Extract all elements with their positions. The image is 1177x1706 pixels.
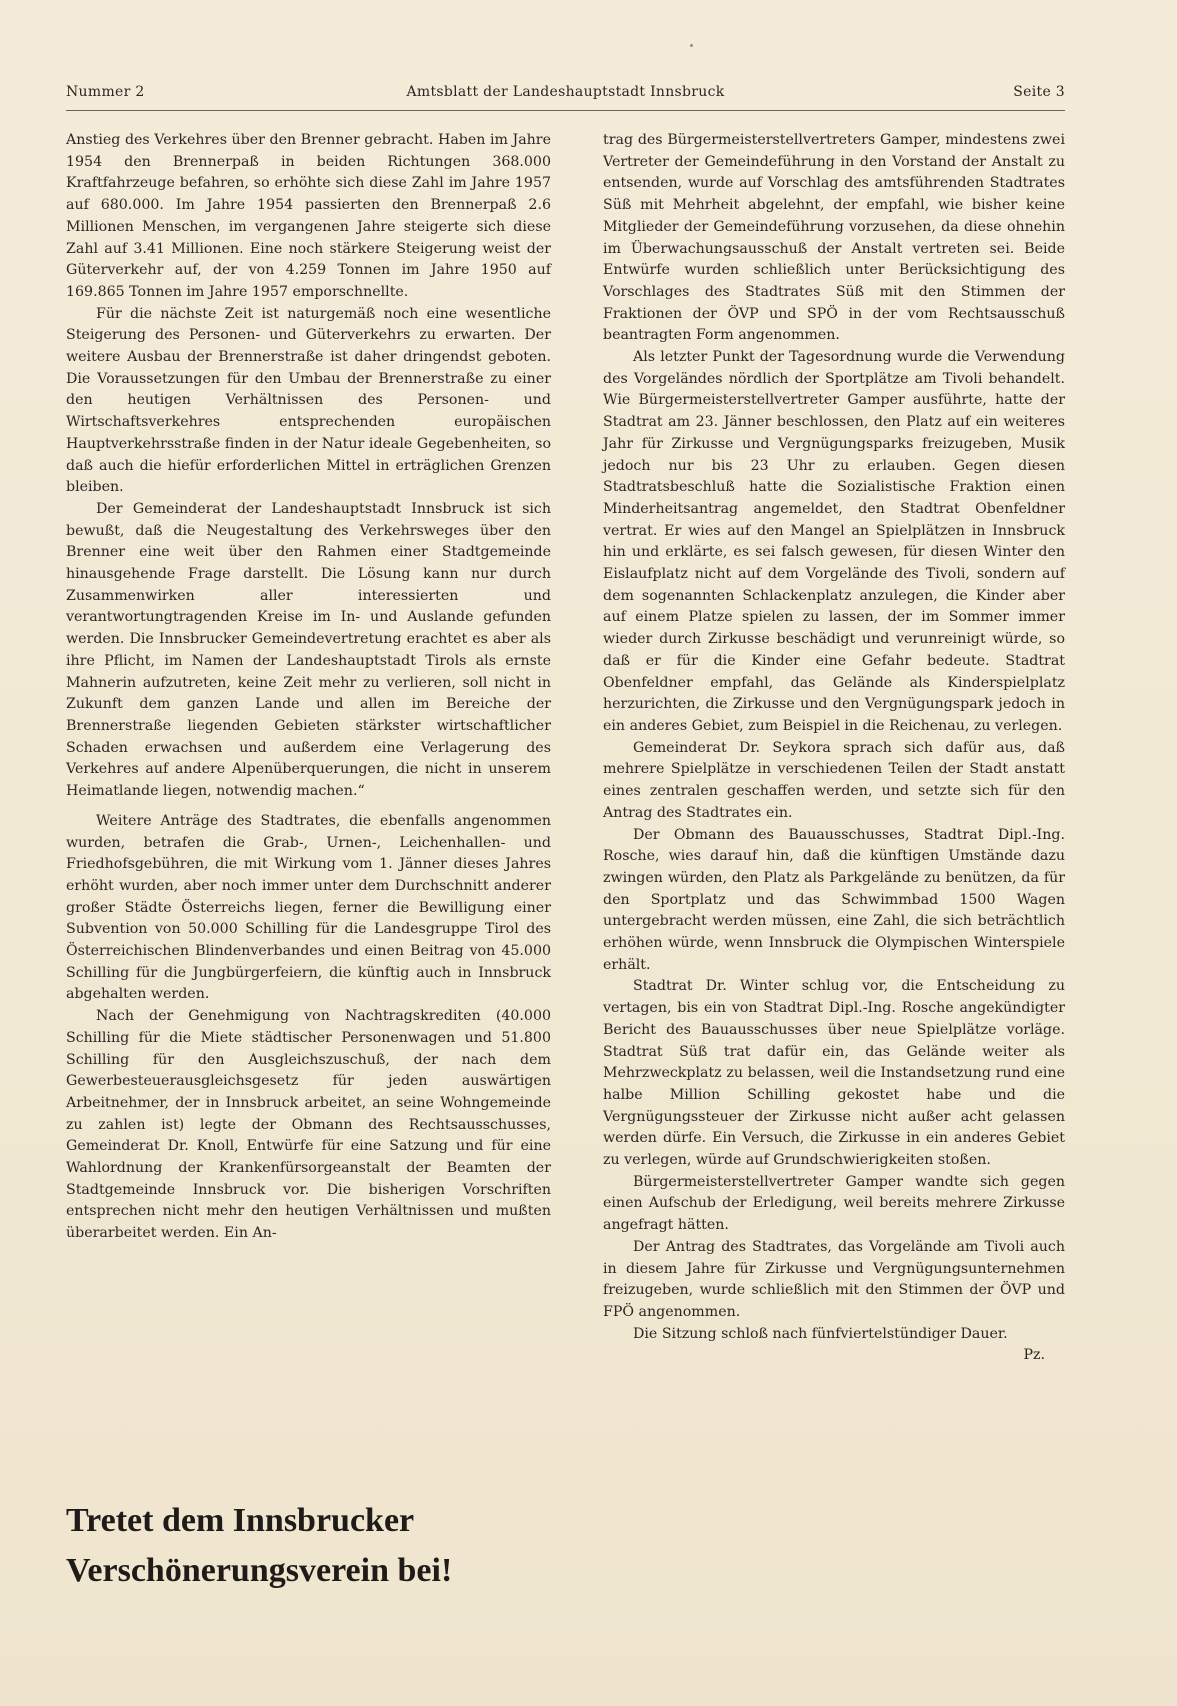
issue-number: Nummer 2 xyxy=(66,84,145,100)
publication-title: Amtsblatt der Landeshauptstadt Innsbruck xyxy=(406,84,725,100)
slogan-advertisement xyxy=(66,1496,566,1596)
paragraph: Der Gemeinderat der Landeshauptstadt Innsbruck ist sich bewußt, daß die Neugestaltung des Verkehrsweges über den Brenner eine weit über den Rahmen einer Stadtgemeinde hinausgehende Frage darstellt. Die Lösung kann nur durch Zusammenwirken aller interessierten und verantwortungtragenden Kreise im In- und Auslande gefunden werden. Die Innsbrucker Gemeindevertretung erachtet es aber als ihre Pflicht, im Namen der Landeshauptstadt Tirols als ernste Mahnerin aufzutreten, keine Zeit mehr zu verlieren, soll nicht in Zukunft dem ganzen Lande und allen im Bereiche der Brennerstraße liegenden Gebieten stärkster wirtschaftlicher Schaden erwachsen und außerdem eine Verlagerung des Verkehres auf andere Alpenüberquerungen, die nicht in unserem Heimatlande liegen, notwendig machen.“ xyxy=(66,500,551,800)
header-rule xyxy=(66,110,1065,111)
paragraph: Der Antrag des Stadtrates, das Vorgelände am Tivoli auch in diesem Jahre für Zirkusse und Vergnügungsunternehmen freizugeben, wurde schließlich mit den Stimmen der ÖVP und FPÖ angenommen. xyxy=(603,1238,1065,1320)
print-speck xyxy=(690,44,693,47)
right-column xyxy=(603,130,1065,1367)
paragraph: Die Sitzung schloß nach fünfviertelstündiger Dauer. xyxy=(633,1325,1008,1342)
page-header xyxy=(66,84,1065,108)
paragraph: Weitere Anträge des Stadtrates, die ebenfalls angenommen wurden, betrafen die Grab-, Urnen-, Leichenhallen- und Friedhofsgebühren, die mit Wirkung vom 1. Jänner dieses Jahres erhöht wurden, aber noch immer unter dem Durchschnitt anderer großer Städte Österreichs liegen, ferner die Bewilligung einer Subvention von 50.000 Schilling für die Landesgruppe Tirol des Österreichischen Blindenverbandes und einen Beitrag von 45.000 Schilling für die Jungbürgerfeiern, die künftig auch in Innsbruck abgehalten werden. xyxy=(66,812,551,1003)
paragraph: Der Obmann des Bauausschusses, Stadtrat Dipl.-Ing. Rosche, wies darauf hin, daß die künftigen Umstände dazu zwingen würden, den Platz als Parkgelände zu benützen, da für den Sportplatz und das Schwimmbad 1500 Wagen untergebracht werden müssen, eine Zahl, die sich beträchtlich erhöhen würde, wenn Innsbruck die Olympischen Winterspiele erhält. xyxy=(603,826,1065,973)
paragraph: Anstieg des Verkehres über den Brenner gebracht. Haben im Jahre 1954 den Brennerpaß in beiden Richtungen 368.000 Kraftfahrzeuge befahren, so erhöhte sich diese Zahl im Jahre 1957 auf 680.000. Im Jahre 1954 passierten den Brennerpaß 2.6 Millionen Menschen, im vergangenen Jahre steigerte sich diese Zahl auf 3.41 Millionen. Eine noch stärkere Steigerung weist der Güterverkehr auf, der von 4.259 Tonnen im Jahre 1950 auf 169.865 Tonnen im Jahre 1957 emporschnellte. xyxy=(66,132,551,300)
paragraph: Gemeinderat Dr. Seykora sprach sich dafür aus, daß mehrere Spielplätze in verschiedenen Teilen der Stadt anstatt eines zentralen geschaffen werden, und setzte sich für den Antrag des Stadtrates ein. xyxy=(603,739,1065,821)
paragraph: Als letzter Punkt der Tagesordnung wurde die Verwendung des Vorgeländes nördlich der Sportplätze am Tivoli behandelt. Wie Bürgermeisterstellvertreter Gamper ausführte, hatte der Stadtrat am 23. Jänner beschlossen, den Platz auf ein weiteres Jahr für Zirkusse und Vergnügungsparks freizugeben, Musik jedoch nur bis 23 Uhr zu erlauben. Gegen diesen Stadtratsbeschluß hatte die Sozialistische Fraktion einen Minderheitsantrag angemeldet, den Stadtrat Obenfeldner vertrat. Er wies auf den Mangel an Spielplätzen in Innsbruck hin und erklärte, es sei falsch gewesen, für diesen Winter den Eislaufplatz nicht auf dem Vorgelände des Tivoli, sondern auf dem sogenannten Schlackenplatz anzulegen, die Kinder aber auf einem Platze spielen zu lassen, der im Sommer immer wieder durch Zirkusse beschädigt und verunreinigt würde, so daß er für die Kinder eine Gefahr bedeute. Stadtrat Obenfeldner empfahl, das Gelände als Kinderspielplatz herzurichten, die Zirkusse und den Vergnügungspark jedoch in ein anderes Gebiet, zum Beispiel in die Reichenau, zu verlegen. xyxy=(603,349,1065,734)
paragraph: Für die nächste Zeit ist naturgemäß noch eine wesentliche Steigerung des Personen- und Güterverkehrs zu erwarten. Der weitere Ausbau der Brennerstraße ist daher dringendst geboten. Die Voraussetzungen für den Umbau der Brennerstraße zu einer den heutigen Verhältnissen des Personen- und Wirtschaftsverkehres entsprechenden europäischen Hauptverkehrsstraße finden in der Natur ideale Gegebenheiten, so daß auch die hiefür erforderlichen Mittel in erträglichen Grenzen bleiben. xyxy=(66,305,551,496)
paragraph: Nach der Genehmigung von Nachtragskrediten (40.000 Schilling für die Miete städtischer Personenwagen und 51.800 Schilling für den Ausgleichszuschuß, der nach dem Gewerbesteuerausgleichsgesetz für jeden auswärtigen Arbeitnehmer, der in Innsbruck arbeitet, an seine Wohngemeinde zu zahlen ist) legte der Obmann des Rechtsausschusses, Gemeinderat Dr. Knoll, Entwürfe für eine Satzung und für eine Wahlordnung der Krankenfürsorgeanstalt der Beamten der Stadtgemeinde Innsbruck vor. Die bisherigen Vorschriften entsprechen nicht mehr den heutigen Verhältnissen und mußten überarbeitet werden. Ein An- xyxy=(66,1008,551,1242)
page-number: Seite 3 xyxy=(1013,84,1065,100)
left-column xyxy=(66,130,551,1245)
paragraph: Bürgermeisterstellvertreter Gamper wandte sich gegen einen Aufschub der Erledigung, weil bereits mehrere Zirkusse angefragt hätten. xyxy=(603,1173,1065,1234)
author-signature: Pz. xyxy=(1023,1347,1045,1364)
paragraph: Stadtrat Dr. Winter schlug vor, die Entscheidung zu vertagen, bis ein von Stadtrat Dipl.-Ing. Rosche angekündigter Bericht des Bauausschusses über neue Spielplätze vorläge. Stadtrat Süß trat dafür ein, das Gelände weiter als Mehrzweckplatz zu belassen, weil die Instandsetzung rund eine halbe Million Schilling gekostet habe und die Vergnügungssteuer der Zirkusse nicht außer acht gelassen werden dürfe. Ein Versuch, die Zirkusse in ein anderes Gebiet zu verlegen, würde auf Grundschwierigkeiten stoßen. xyxy=(603,978,1065,1169)
slogan-line: Verschönerungsverein bei! xyxy=(66,1552,453,1589)
paragraph: trag des Bürgermeisterstellvertreters Gamper, mindestens zwei Vertreter der Gemeindeführung in den Vorstand der Anstalt zu entsenden, wurde auf Vorschlag des amtsführenden Stadtrates Süß mit Mehrheit abgelehnt, der empfahl, wie bisher keine Mitglieder der Gemeindeführung vorzusehen, da diese ohnehin im Überwachungsausschuß der Anstalt vertreten sei. Beide Entwürfe wurden schließlich unter Berücksichtigung des Vorschlages des Stadtrates Süß mit den Stimmen der Fraktionen der ÖVP und SPÖ in der vom Rechtsausschuß beantragten Form angenommen. xyxy=(603,132,1065,344)
slogan-line: Tretet dem Innsbrucker xyxy=(66,1502,415,1539)
